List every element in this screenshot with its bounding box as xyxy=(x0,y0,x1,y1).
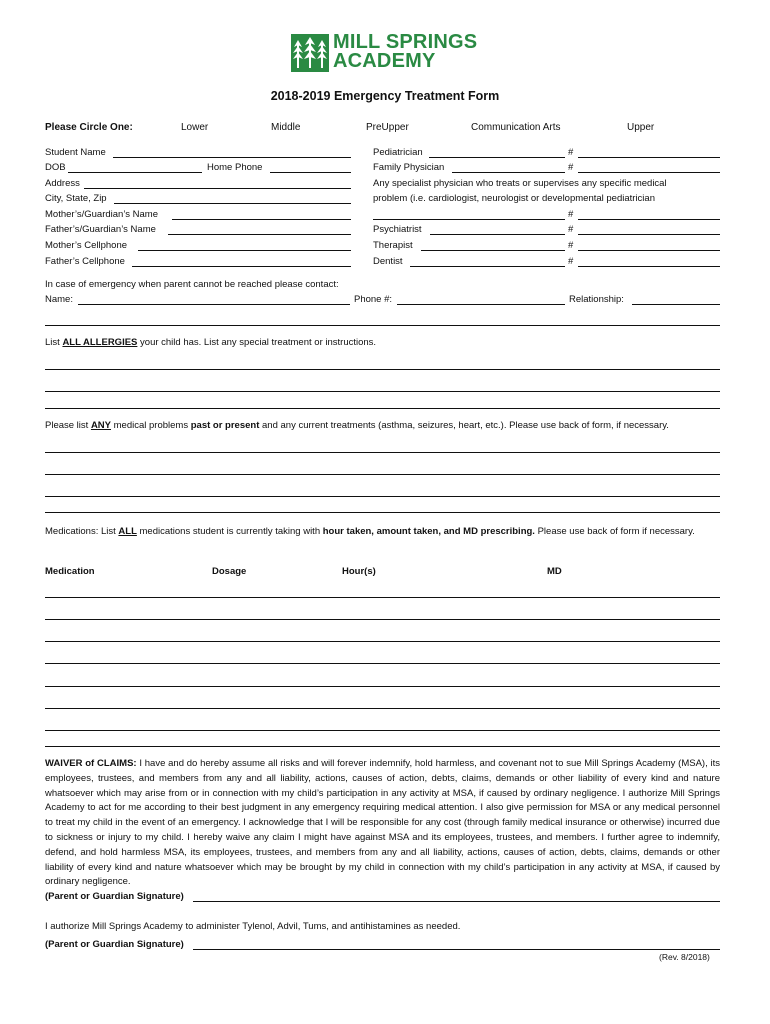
emergency-phone-field[interactable] xyxy=(397,304,565,305)
home-phone-field[interactable] xyxy=(270,172,351,173)
medications-pre: Medications: List xyxy=(45,526,119,537)
circle-one-label: Please Circle One: xyxy=(45,122,133,133)
father-guardian-name-label: Father’s/Guardian’s Name xyxy=(45,224,156,235)
therapist-phone-field[interactable] xyxy=(578,250,720,251)
revision-date: (Rev. 8/2018) xyxy=(659,952,710,962)
medication-row-line[interactable] xyxy=(45,597,720,598)
student-name-label: Student Name xyxy=(45,147,106,158)
otc-signature-label: (Parent or Guardian Signature) xyxy=(45,939,184,950)
medication-row-line[interactable] xyxy=(45,663,720,664)
allergies-line-1[interactable] xyxy=(45,369,720,370)
medication-row-line[interactable] xyxy=(45,708,720,709)
specialist-phone-field[interactable] xyxy=(578,219,720,220)
city-state-zip-label: City, State, Zip xyxy=(45,193,107,204)
section-divider xyxy=(45,512,720,513)
medical-problems-emphasis: past or present xyxy=(190,420,260,431)
specialist-instructions-line2: problem (i.e. cardiologist, neurologist or developmental pediatrician xyxy=(373,193,655,204)
student-name-field[interactable] xyxy=(113,157,351,158)
therapist-label: Therapist xyxy=(373,240,413,251)
therapist-field[interactable] xyxy=(421,250,565,251)
waiver-heading: WAIVER of CLAIMS: xyxy=(45,758,137,769)
allergies-line-2[interactable] xyxy=(45,391,720,392)
otc-authorization-text: I authorize Mill Springs Academy to administer Tylenol, Advil, Tums, and antihistamines as needed. xyxy=(45,921,461,932)
medication-row-line[interactable] xyxy=(45,686,720,687)
hash-label: # xyxy=(568,256,574,267)
emergency-name-label: Name: xyxy=(45,294,73,305)
father-cellphone-field[interactable] xyxy=(132,266,351,267)
medication-row-line[interactable] xyxy=(45,730,720,731)
logo-text-line1: MILL SPRINGS xyxy=(333,31,478,53)
mother-cellphone-label: Mother’s Cellphone xyxy=(45,240,128,251)
dosage-column-header: Dosage xyxy=(212,566,247,577)
section-divider xyxy=(45,325,720,326)
allergies-instructions-pre: List xyxy=(45,337,63,348)
waiver-signature-label: (Parent or Guardian Signature) xyxy=(45,891,184,902)
emergency-relationship-field[interactable] xyxy=(632,304,720,305)
otc-signature-field[interactable] xyxy=(193,949,720,950)
section-divider xyxy=(45,408,720,409)
city-state-zip-field[interactable] xyxy=(114,203,351,204)
emergency-contact-intro: In case of emergency when parent cannot be reached please contact: xyxy=(45,279,339,290)
pediatrician-field[interactable] xyxy=(429,157,565,158)
mother-cellphone-field[interactable] xyxy=(138,250,351,251)
pediatrician-phone-field[interactable] xyxy=(578,157,720,158)
dentist-field[interactable] xyxy=(410,266,565,267)
dob-field[interactable] xyxy=(68,172,202,173)
hash-label: # xyxy=(568,240,574,251)
md-column-header: MD xyxy=(547,566,562,577)
medication-column-header: Medication xyxy=(45,566,95,577)
waiver-of-claims xyxy=(45,757,720,890)
medical-problems-instructions xyxy=(45,420,669,431)
specialist-instructions-line1: Any specialist physician who treats or supervises any specific medical xyxy=(373,178,667,189)
medications-instructions xyxy=(45,524,720,539)
father-cellphone-label: Father’s Cellphone xyxy=(45,256,125,267)
psychiatrist-phone-field[interactable] xyxy=(578,234,720,235)
psychiatrist-label: Psychiatrist xyxy=(373,224,422,235)
medical-problems-post: and any current treatments (asthma, seizures, heart, etc.). Please use back of form, if necessary. xyxy=(259,420,669,431)
hash-label: # xyxy=(568,209,574,220)
family-physician-phone-field[interactable] xyxy=(578,172,720,173)
medical-problems-any: ANY xyxy=(90,420,111,431)
medical-problems-line-3[interactable] xyxy=(45,496,720,497)
allergies-instructions-post: your child has. List any special treatment or instructions. xyxy=(137,337,377,348)
medical-problems-line-2[interactable] xyxy=(45,474,720,475)
allergies-instructions xyxy=(45,337,376,348)
waiver-signature-field[interactable] xyxy=(193,901,720,902)
father-guardian-name-field[interactable] xyxy=(168,234,351,235)
home-phone-label: Home Phone xyxy=(207,162,263,173)
dob-label: DOB xyxy=(45,162,66,173)
specialist-field[interactable] xyxy=(373,219,565,220)
family-physician-field[interactable] xyxy=(452,172,565,173)
medication-row-line[interactable] xyxy=(45,619,720,620)
medication-row-line[interactable] xyxy=(45,641,720,642)
mother-guardian-name-field[interactable] xyxy=(172,219,351,220)
address-field[interactable] xyxy=(84,188,351,189)
logo-text-line2: ACADEMY xyxy=(333,50,436,72)
circle-option-preupper[interactable]: PreUpper xyxy=(366,122,409,133)
psychiatrist-field[interactable] xyxy=(430,234,565,235)
medical-problems-line-1[interactable] xyxy=(45,452,720,453)
form-title: 2018-2019 Emergency Treatment Form xyxy=(270,89,500,103)
medications-all: ALL xyxy=(118,526,137,537)
address-label: Address xyxy=(45,178,80,189)
circle-option-lower[interactable]: Lower xyxy=(181,122,209,133)
hours-column-header: Hour(s) xyxy=(342,566,376,577)
circle-option-communication-arts[interactable]: Communication Arts xyxy=(471,122,561,133)
family-physician-label: Family Physician xyxy=(373,162,445,173)
medications-mid: medications student is currently taking with xyxy=(136,526,323,537)
medications-post: Please use back of form if necessary. xyxy=(534,526,695,537)
mother-guardian-name-label: Mother’s/Guardian’s Name xyxy=(45,209,158,220)
section-divider xyxy=(45,746,720,747)
hash-label: # xyxy=(568,162,574,173)
dentist-phone-field[interactable] xyxy=(578,266,720,267)
waiver-text: I have and do hereby assume all risks and will forever indemnify, hold harmless, and covenant not to sue Mill Springs Academy (MSA), its employees, trustees, and members from any and all liability, actions, causes of action, debts, claims, demands or other liability of every kind and nature whatsoever which may arise from or in connection with my child’s participation in any activity at MSA, if caused by ordinary negligence. I authorize Mill Springs Academy to act for me according to their best judgment in any emergency requiring medical attention. I also give permission for MSA or any medical personnel to treat my child in the event of an emergency. I acknowledge that I will be responsible for any cost (through family medical insurance or otherwise) incurred due to sickness or injury to my child. I hereby waive any claim I might have against MSA and its employees, trustees, and members. I further agree to indemnify, defend, and hold harmless MSA, its employees, trustees, and members from any and all liability, actions, causes of action, debts, claims, demands or other liability of every kind and nature whatsoever which may be brought by my child in connection with my child’s participation in any activity at MSA, if caused by ordinary negligence. xyxy=(45,758,720,888)
circle-option-upper[interactable]: Upper xyxy=(627,122,655,133)
school-logo xyxy=(291,32,481,74)
tree-logo-icon xyxy=(291,34,329,72)
hash-label: # xyxy=(568,224,574,235)
pediatrician-label: Pediatrician xyxy=(373,147,423,158)
hash-label: # xyxy=(568,147,574,158)
emergency-phone-label: Phone #: xyxy=(354,294,393,305)
medical-problems-pre: Please list xyxy=(45,420,91,431)
medications-emphasis: hour taken, amount taken, and MD prescribing. xyxy=(322,526,535,537)
emergency-name-field[interactable] xyxy=(78,304,350,305)
allergies-emphasis: ALL ALLERGIES xyxy=(62,337,138,348)
circle-option-middle[interactable]: Middle xyxy=(271,122,301,133)
emergency-relationship-label: Relationship: xyxy=(569,294,624,305)
dentist-label: Dentist xyxy=(373,256,403,267)
medical-problems-mid: medical problems xyxy=(111,420,191,431)
